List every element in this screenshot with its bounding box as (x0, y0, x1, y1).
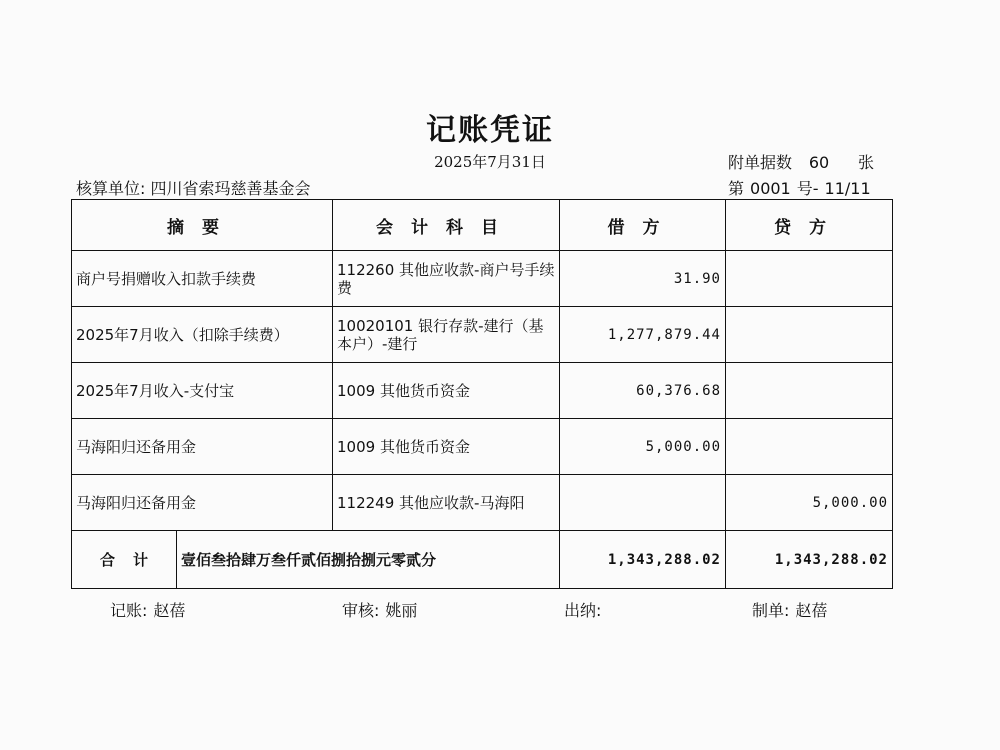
row-credit (726, 251, 893, 307)
total-credit: 1,343,288.02 (726, 531, 893, 589)
row-summary: 2025年7月收入（扣除手续费） (72, 307, 333, 363)
row-account: 1009 其他货币资金 (333, 363, 560, 419)
total-row (72, 531, 893, 589)
signature-reviewer (342, 598, 423, 621)
row-summary: 马海阳归还备用金 (72, 475, 333, 531)
row-summary: 马海阳归还备用金 (72, 419, 333, 475)
row-debit: 1,277,879.44 (560, 307, 726, 363)
table-row (72, 251, 893, 307)
voucher-number (728, 176, 877, 199)
signature-preparer (752, 598, 833, 621)
row-credit (726, 363, 893, 419)
row-summary: 商户号捐赠收入扣款手续费 (72, 251, 333, 307)
row-credit (726, 419, 893, 475)
table-row (72, 419, 893, 475)
row-debit: 5,000.00 (560, 419, 726, 475)
table-row (72, 363, 893, 419)
reviewer-name: 姚丽 (385, 601, 418, 620)
attachments-number: 60 (808, 153, 830, 172)
row-debit: 60,376.68 (560, 363, 726, 419)
accounting-unit (76, 176, 311, 199)
voucher-table (71, 199, 893, 589)
row-debit: 31.90 (560, 251, 726, 307)
row-account: 1009 其他货币资金 (333, 419, 560, 475)
attachments-label: 附单据数 (728, 153, 793, 172)
total-cell (72, 531, 560, 589)
voucher-number-prefix: 第 (728, 179, 745, 198)
row-summary: 2025年7月收入-支付宝 (72, 363, 333, 419)
attachments-count (728, 150, 874, 173)
row-account: 10020101 银行存款-建行（基本户）-建行 (333, 307, 560, 363)
accounting-unit-name: 四川省索玛慈善基金会 (150, 179, 311, 198)
table-row (72, 475, 893, 531)
row-credit (726, 307, 893, 363)
row-account: 112249 其他应收款-马海阳 (333, 475, 560, 531)
voucher-title: 记账凭证 (426, 113, 554, 148)
total-debit: 1,343,288.02 (560, 531, 726, 589)
signature-cashier (564, 598, 613, 621)
row-debit (560, 475, 726, 531)
table-row (72, 307, 893, 363)
attachments-unit: 张 (857, 153, 874, 172)
row-credit: 5,000.00 (726, 475, 893, 531)
reviewer-label: 审核: (342, 601, 380, 620)
bookkeeper-name: 赵蓓 (153, 601, 186, 620)
header-account: 会计科目 (333, 200, 560, 251)
voucher-page: 11/11 (824, 179, 871, 198)
header-debit: 借方 (560, 200, 726, 251)
preparer-name: 赵蓓 (795, 601, 828, 620)
cashier-label: 出纳: (564, 601, 602, 620)
voucher-number-suffix: 号- (796, 179, 819, 198)
signature-bookkeeper (110, 598, 191, 621)
bookkeeper-label: 记账: (110, 601, 148, 620)
voucher-number-value: 0001 (750, 179, 791, 198)
voucher-date: 2025年7月31日 (434, 153, 546, 171)
table-header-row (72, 200, 893, 251)
preparer-label: 制单: (752, 601, 790, 620)
header-summary: 摘要 (72, 200, 333, 251)
total-label: 合计 (72, 531, 177, 588)
accounting-unit-label: 核算单位: (76, 179, 146, 198)
header-credit: 贷方 (726, 200, 893, 251)
row-account: 112260 其他应收款-商户号手续费 (333, 251, 560, 307)
total-amount-in-words: 壹佰叁拾肆万叁仟贰佰捌拾捌元零贰分 (181, 550, 437, 569)
